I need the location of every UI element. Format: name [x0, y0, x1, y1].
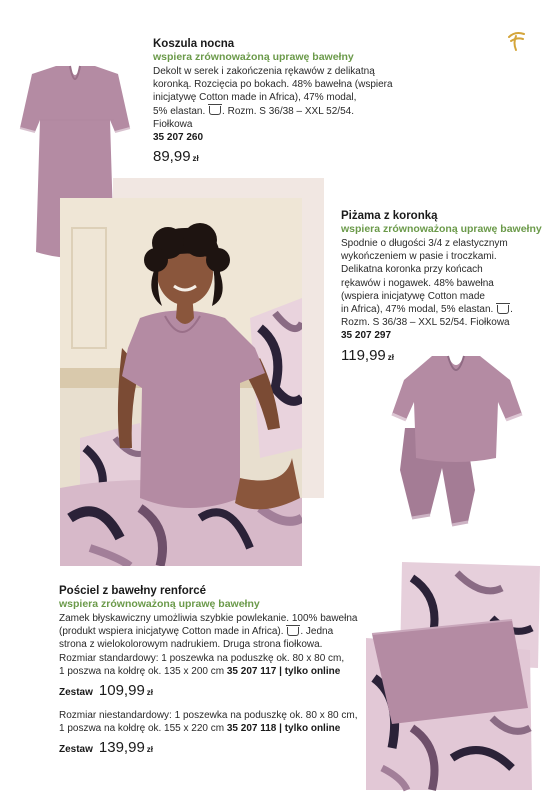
product-description: Dekolt w serek i zakończenia rękawów z delikatną koronką. Rozcięcia po bokach. 48% bawełna (wspiera inicjatywę Cotton made in Africa), 47% modal, 5% elastan. . Rozm. S 36/38 – XXL 52/54. Fiołkowa 35 207 260 — [153, 66, 393, 144]
product-price-nonstandard: Zestaw 139,99 zł — [59, 739, 154, 757]
bedding-image — [362, 558, 542, 793]
product-price-standard: Zestaw 109,99 zł — [59, 682, 154, 700]
eco-tag: wspiera zrównoważoną uprawę bawełny — [59, 598, 260, 610]
product-description: Spodnie o długości 3/4 z elastycznym wykończeniem w pasie i troczkami. Delikatna koronka przy końcach rękawów i nogawek. 48% bawełna (wspiera inicjatywę Cotton made in Africa), 47% modal, 5% elastan. . Rozm. S 36/38 – XXL 52/54. Fiołkowa 35 207 297 — [341, 237, 551, 343]
product-color: Fiołkowa — [153, 118, 193, 130]
bedding-info — [59, 585, 359, 756]
product-price: 119,99 zł — [341, 346, 394, 364]
product-sku: 35 207 118 | tylko online — [226, 723, 341, 735]
product-sku: 35 207 117 | tylko online — [226, 665, 341, 677]
wash-30-icon — [209, 106, 221, 115]
product-title: Piżama z koronką — [341, 210, 438, 222]
pajamas-image — [390, 350, 530, 530]
product-price: 89,99 zł — [153, 148, 199, 166]
product-sku: 35 207 260 — [153, 132, 204, 144]
brand-logo-icon — [505, 30, 527, 52]
product-description: Zamek błyskawiczny umożliwia szybkie powlekanie. 100% bawełna (produkt wspiera inicjatywę Cotton made in Africa). . Jedna strona z wielokolorowym nadrukiem. Druga strona fiołkowa. Rozmiar standardowy: 1 poszewka na poduszkę ok. 80 x 80 cm, 1 poszwa na kołdrę ok. 135 x 200 cm 35 207 117 | tylko online — [59, 613, 358, 677]
product-description-nonstandard: Rozmiar niestandardowy: 1 poszewka na poduszkę ok. 80 x 80 cm, 1 poszwa na kołdrę ok. 155 x 220 cm 35 207 118 | tylko online — [59, 710, 358, 735]
wash-30-icon — [287, 627, 299, 636]
pajamas-info — [341, 210, 551, 364]
nightgown-info — [153, 38, 393, 165]
lifestyle-photo — [60, 198, 302, 566]
product-title: Koszula nocna — [153, 38, 235, 50]
product-sku: 35 207 297 — [341, 330, 392, 342]
eco-tag: wspiera zrównoważoną uprawę bawełny — [341, 223, 542, 235]
eco-tag: wspiera zrównoważoną uprawę bawełny — [153, 51, 354, 63]
product-title: Pościel z bawełny renforcé — [59, 585, 207, 597]
wash-30-icon — [497, 305, 509, 314]
